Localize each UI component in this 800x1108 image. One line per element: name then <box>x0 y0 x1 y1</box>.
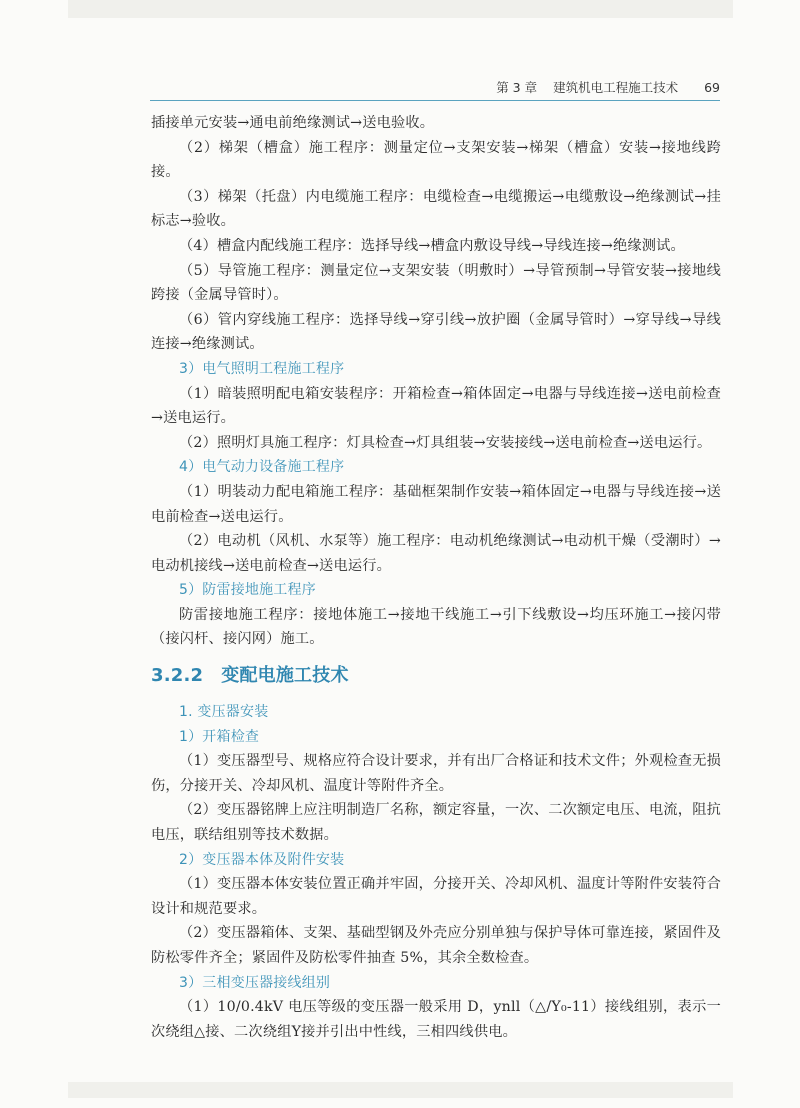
body-text <box>151 111 721 1044</box>
chapter-title: 建筑机电工程施工技术 <box>553 80 679 95</box>
paragraph-nameplate: （2）变压器铭牌上应注明制造厂名称，额定容量，一次、二次额定电压、电流，阻抗电压，联结组别等技术数据。 <box>151 802 721 844</box>
paragraph-ladder-cable-tray: （2）梯架（槽盒）施工程序：测量定位→支架安装→梯架（槽盒）安装→接地线跨接。 <box>151 139 721 181</box>
paragraph-motor: （2）电动机（风机、水泵等）施工程序：电动机绝缘测试→电动机干燥（受潮时）→电动机接线→送电前检查→送电运行。 <box>151 533 721 574</box>
subheading-lightning: 5）防雷接地施工程序 <box>179 582 316 599</box>
subheading-lighting: 3）电气照明工程施工程序 <box>179 360 345 377</box>
subheading-power: 4）电气动力设备施工程序 <box>179 459 345 476</box>
subheading-body-accessories: 2）变压器本体及附件安装 <box>179 851 345 868</box>
scan-edge-bottom <box>68 1082 733 1098</box>
paragraph-luminaire: （2）照明灯具施工程序：灯具检查→灯具组装→安装接线→送电前检查→送电运行。 <box>179 434 712 451</box>
running-header <box>150 78 720 98</box>
section-title: 变配电施工技术 <box>221 665 349 687</box>
paragraph-power-box: （1）明装动力配电箱施工程序：基础框架制作安装→箱体固定→电器与导线连接→送电前检查→送电运行。 <box>151 483 721 525</box>
subheading-unpacking: 1）开箱检查 <box>179 728 260 745</box>
header-rule <box>150 100 720 101</box>
subheading-three-phase: 3）三相变压器接线组别 <box>179 974 331 991</box>
section-heading <box>151 662 721 690</box>
paragraph-trunking-wiring: （4）槽盒内配线施工程序：选择导线→槽盒内敷设导线→导线连接→绝缘测试。 <box>179 237 685 254</box>
paragraph-continuation: 插接单元安装→通电前绝缘测试→送电验收。 <box>151 115 435 131</box>
paragraph-lighting-box: （1）暗装照明配电箱安装程序：开箱检查→箱体固定→电器与导线连接→送电前检查→送电运行。 <box>151 385 721 427</box>
paragraph-body-position: （1）变压器本体安装位置正确并牢固，分接开关、冷却风机、温度计等附件安装符合设计和规范要求。 <box>151 876 721 917</box>
paragraph-wire-in-conduit: （6）管内穿线施工程序：选择导线→穿引线→放护圈（金属导管时）→穿导线→导线连接→绝缘测试。 <box>151 311 721 353</box>
paragraph-lightning: 防雷接地施工程序：接地体施工→接地干线施工→引下线敷设→均压环施工→接闪带（接闪杆、接闪网）施工。 <box>151 606 721 648</box>
chapter-label: 第 3 章 <box>496 80 538 95</box>
paragraph-model-spec: （1）变压器型号、规格应符合设计要求，并有出厂合格证和技术文件；外观检查无损伤，分接开关、冷却风机、温度计等附件齐全。 <box>151 753 721 794</box>
paragraph-conduit: （5）导管施工程序：测量定位→支架安装（明敷时）→导管预制→导管安装→接地线跨接（金属导管时）。 <box>151 262 721 304</box>
paragraph-vector-group: （1）10/0.4kV 电压等级的变压器一般采用 D，ynll（△/Y₀-11）接线组别，表示一次绕组△接、二次绕组Y接并引出中性线，三相四线供电。 <box>151 999 721 1040</box>
scan-edge-top <box>68 0 733 18</box>
section-number: 3.2.2 <box>151 665 204 687</box>
paragraph-cable-in-tray: （3）梯架（托盘）内电缆施工程序：电缆检查→电缆搬运→电缆敷设→绝缘测试→挂标志→验收。 <box>151 188 721 230</box>
paragraph-grounding: （2）变压器箱体、支架、基础型钢及外壳应分别单独与保护导体可靠连接，紧固件及防松零件齐全；紧固件及防松零件抽查 5%，其余全数检查。 <box>151 925 721 966</box>
subheading-transformer-install: 1. 变压器安装 <box>179 704 269 721</box>
page-number: 69 <box>704 80 720 95</box>
